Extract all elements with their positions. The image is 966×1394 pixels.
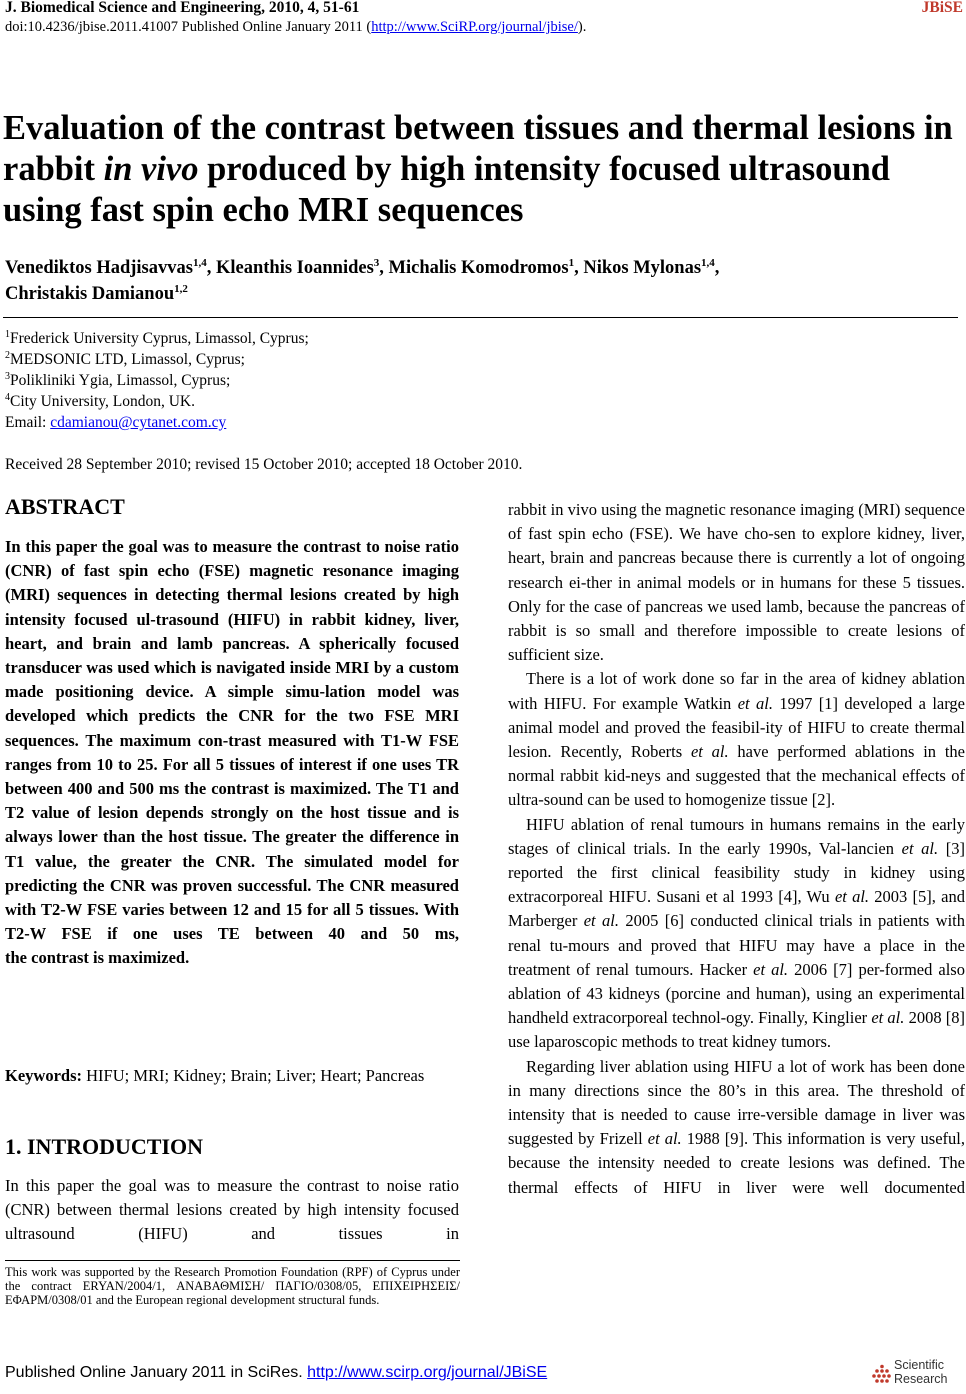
paragraph bbox=[508, 667, 965, 812]
page-footer bbox=[5, 1364, 547, 1382]
author bbox=[216, 258, 389, 278]
affiliation-sup: 4 bbox=[5, 392, 10, 403]
doi-line bbox=[5, 19, 586, 36]
paragraph: rabbit in vivo using the magnetic resonance imaging (MRI) sequence of fast spin echo (FSE). We have cho-sen to explore kidney, liver, heart, brain and pancreas because there is currently a lot of ongoing research ei-ther in animal models or in humans for these 5 tissues. Only for the case of pancreas we used lamb, because the pancreas of rabbit is so small and therefore impossible to create lesions of sufficient size. bbox=[508, 500, 965, 665]
text-run: HIFU ablation of renal tumours in humans remains in the early stages of clinical trials. In the early 1990s, Val-lancien bbox=[508, 814, 965, 858]
title-part-1: Evaluation of the contrast between tissues and thermal lesions in rabbit bbox=[3, 109, 953, 188]
et-al: et al. bbox=[583, 911, 619, 931]
author-affiliation-sup: 3 bbox=[373, 257, 380, 269]
author-separator: , bbox=[574, 258, 584, 278]
author bbox=[583, 258, 719, 278]
text-run: 2006 [7] per-formed also ablation of 43 kidneys (porcine and human), using an experimental handheld extracorporeal technol-ogy. Finally, Kinglier bbox=[508, 959, 965, 1028]
right-column-text bbox=[508, 498, 965, 1200]
journal-brand: JBiSE bbox=[921, 0, 963, 16]
email-label: Email: bbox=[5, 414, 51, 431]
author-name: Michalis Komodromos bbox=[388, 258, 569, 278]
et-al: et al. bbox=[690, 742, 729, 762]
footer-text: Published Online January 2011 in SciRes. bbox=[5, 1364, 308, 1381]
author-name: Kleanthis Ioannides bbox=[215, 258, 374, 278]
doi-suffix: ). bbox=[577, 19, 587, 35]
affiliation-sup: 1 bbox=[5, 329, 10, 340]
et-al: et al. bbox=[647, 1129, 682, 1149]
text-run: There is a lot of work done so far in the area of kidney ablation with HIFU. For example Watkin bbox=[508, 669, 965, 713]
funding-footnote: This work was supported by the Research Promotion Foundation (RPF) of Cyprus under the contract ERYAN/2004/1, ΑΝΑΒΑΘΜΙΣΗ/ ΠΑΓΙΟ/0308/05, ΕΠΙΧΕΙΡΗΣΕΙΣ/ΕΦΑΡΜ/0308/01 and the European regional development structural funds. bbox=[5, 1265, 460, 1307]
affiliation bbox=[5, 372, 230, 390]
author-affiliation-sup: 1,4 bbox=[701, 257, 715, 269]
text-run: have performed ablations in the normal rabbit kid-neys and suggested that the mechanical effects of ultra-sound can be used to homogenize tissue [2]. bbox=[508, 742, 965, 810]
text-run: Regarding liver ablation using HIFU a lot of work has been done in many directions since the 80’s in this area. The threshold of intensity that is needed to cause irre-versible damage in liver was suggested by Frizell bbox=[508, 1056, 965, 1149]
scientific-research-logo bbox=[872, 1358, 960, 1392]
doi-prefix: doi:10.4236/jbise.2011.41007 Published Online January 2011 ( bbox=[5, 19, 372, 35]
text-run: 2008 [8] use laparoscopic methods to treat kidney tumors. bbox=[508, 1008, 965, 1052]
author-list bbox=[5, 255, 960, 307]
footer-link[interactable]: http://www.scirp.org/journal/JBiSE bbox=[307, 1364, 548, 1381]
keywords-text: HIFU; MRI; Kidney; Brain; Liver; Heart; Pancreas bbox=[82, 1066, 425, 1085]
et-al: et al. bbox=[901, 838, 939, 858]
affiliation-sup: 2 bbox=[5, 350, 10, 361]
et-al: et al. bbox=[871, 1008, 905, 1028]
author bbox=[5, 284, 188, 304]
author-name: Christakis Damianou bbox=[5, 284, 175, 304]
keywords-label: Keywords: bbox=[5, 1066, 82, 1085]
doi-link[interactable]: http://www.SciRP.org/journal/jbise/ bbox=[371, 19, 578, 35]
logo-icon bbox=[872, 1364, 892, 1386]
author bbox=[5, 258, 216, 278]
abstract-last-line: the contrast is maximized. bbox=[5, 948, 190, 968]
text-run: 1988 [9]. This information is very useful, because the intensity needed to create lesions was defined. The thermal effects of HIFU in liver were well documented bbox=[508, 1129, 965, 1197]
logo-line-1: Scientific bbox=[894, 1358, 945, 1372]
email-line bbox=[5, 414, 226, 432]
header-rule bbox=[3, 317, 958, 318]
paper-title bbox=[3, 108, 963, 231]
intro-body: In this paper the goal was to measure the contrast to noise ratio (CNR) between thermal lesions created by high intensity focused ultrasound (HIFU) and tissues in bbox=[5, 1176, 459, 1244]
paragraph bbox=[508, 1055, 965, 1200]
author-separator: , bbox=[206, 258, 216, 278]
affiliation bbox=[5, 330, 309, 348]
text-run: 2005 [6] conducted clinical trials in patients with renal tu-mours and proved that HIFU may have a place in the treatment of renal tumours. Hacker bbox=[508, 911, 965, 979]
logo-text bbox=[894, 1358, 948, 1386]
author-separator: , bbox=[379, 258, 389, 278]
affiliation-text: MEDSONIC LTD, Limassol, Cyprus; bbox=[10, 351, 245, 368]
text-run: 2003 [5], and Marberger bbox=[508, 887, 965, 931]
author-separator: , bbox=[714, 258, 720, 278]
abstract-heading: ABSTRACT bbox=[5, 494, 125, 519]
logo-line-2: Research bbox=[894, 1372, 948, 1386]
affiliation-sup: 3 bbox=[5, 371, 10, 382]
intro-heading: 1. INTRODUCTION bbox=[5, 1134, 204, 1159]
abstract-body bbox=[5, 535, 459, 971]
affiliation-text: Frederick University Cyprus, Limassol, Cyprus; bbox=[10, 330, 309, 347]
et-al: et al. bbox=[834, 887, 870, 907]
text-run: [3] reported the first clinical feasibility study in kidney using extracorporeal HIFU. Susani et al 1993 [4], Wu bbox=[508, 838, 965, 907]
author bbox=[389, 258, 584, 278]
author-affiliation-sup: 1,4 bbox=[192, 257, 207, 269]
et-al: et al. bbox=[753, 959, 789, 979]
author-affiliation-sup: 1 bbox=[568, 257, 575, 269]
affiliation bbox=[5, 393, 195, 411]
title-part-2: produced by high intensity focused ultrasound using fast spin echo MRI sequences bbox=[3, 150, 890, 229]
paragraph bbox=[508, 813, 965, 1055]
author-name: Nikos Mylonas bbox=[583, 258, 702, 278]
keywords bbox=[5, 1064, 459, 1088]
title-italic: in vivo bbox=[103, 150, 199, 188]
author-affiliation-sup: 1,2 bbox=[174, 283, 188, 295]
text-run: 1997 [1] developed a large animal model and proved the feasibil-ity of HIFU to create thermal lesion. Recently, Roberts bbox=[508, 693, 965, 762]
abstract-text: In this paper the goal was to measure the contrast to noise ratio (CNR) of fast spin echo (FSE) magnetic resonance imaging (MRI) sequences in detecting thermal lesions created by high intensity focused ul-trasound (HIFU) in rabbit kidney, liver, heart, and brain and lamb pancreas. A spherically focused transducer was used which is navigated inside MRI by a custom made positioning device. A simple simu-lation model was developed which predicts the CNR for the two FSE MRI sequences. The maximum con-trast measured with T1-W FSE ranges from 10 to 25. For all 5 tissues of interest if one uses TR between 400 and 500 ms the contrast is maximized. The T1 and T2 value of lesion depends strongly on the host tissue and is always lower than the host tissue. The greater the difference in T1 value, the greater the CNR. The simulated model for predicting the CNR was proven successful. The CNR measured with T2-W FSE varies between 12 and 15 for all 5 tissues. With T2-W FSE if one uses TE between 40 and 50 ms, bbox=[5, 537, 459, 944]
footnote-rule bbox=[5, 1260, 460, 1261]
received-dates: Received 28 September 2010; revised 15 October 2010; accepted 18 October 2010. bbox=[5, 456, 523, 473]
author-name: Venediktos Hadjisavvas bbox=[5, 258, 193, 278]
email-link[interactable]: cdamianou@cytanet.com.cy bbox=[50, 414, 227, 431]
affiliation-text: City University, London, UK. bbox=[10, 393, 195, 410]
et-al: et al. bbox=[737, 693, 773, 713]
affiliation bbox=[5, 351, 245, 369]
affiliation-text: Polikliniki Ygia, Limassol, Cyprus; bbox=[10, 372, 231, 389]
journal-citation: J. Biomedical Science and Engineering, 2010, 4, 51-61 bbox=[5, 0, 360, 16]
